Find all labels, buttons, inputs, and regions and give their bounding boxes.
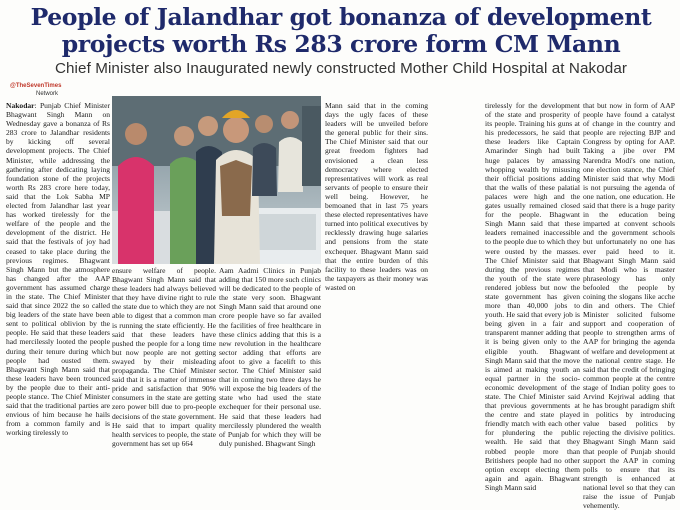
- byline: [10, 82, 61, 98]
- article-column-2: ensure welfare of people. Bhagwant Singh Mann said that these leaders had always believed that they have divine right to rule the state due to which they are not able to digest that a common man is running the state efficiently. He said that these leaders have pushed the people for a long time but now people are not getting swayed by their misleading propaganda. The Chief Minister said that it is a matter of immense pride and satisfaction that 90% consumers in the state are getting zero power bill due to pro-people decisions of the state government. He said that to impart quality health services to people, the state government has set up 664: [112, 266, 216, 448]
- photo-illustration: [112, 96, 321, 264]
- subheadline: Chief Minister also Inaugurated newly constructed Mother Child Hospital at Nakodar: [54, 60, 628, 77]
- headline-line-1: People of Jalandhar got bonanza of development: [30, 3, 652, 31]
- headline-line-2: projects worth Rs 283 crore form CM Mann: [61, 30, 621, 58]
- article-column-1-text: : Punjab Chief Minister Bhagwant Singh Mann on Wednesday gave a bonanza of Rs 283 crore to Jalandhar residents by kicking off several development projects. The Chief Minister, while addressing the gathering after dedicating laying foundation stone of the projects worth Rs 283 crore here today, said that the Lok Sabha MP elected from Jalandhar last year has worked tirelessly for the welfare of the people and the development of the district. He said that the festivals of joy had ceased to take place during the previous regimes. Bhagwant Singh Mann but the atmosphere has changed after the AAP government has assumed charge in the state. The Chief Minister said that since 2022 the so called big leaders of the state have been sent to political oblivion by the people. He said that these leaders had mercilessly looted the people during their tenure during which people had ousted them. Bhagwant Singh Mann said that these leaders have been trounced by the people due to their anti-people stance. The Chief Minister said that the traditional parties are envious of him because he hails from a common family and is working tirelessly to: [6, 101, 110, 438]
- article-column-7: that but now in form of AAP people have found a catalyst of change in the country and people are rejecting BJP and Congress by opting for AAP. Taking a jibe over PM Narendra Modi's one nation, one election stance, the Chief Minister said that why Modi is not pursuing the agenda of one nation, one education. He said that there is a huge parity in the education being imparted at convent schools and the government schools but unfortunately no one has ever paid heed to it. Bhagwant Singh Mann said that Modi who is master phraseology has only befooled the people by coining the slogans like acche din and others. The Chief Minister solicited fulsome support and cooperation of people to strengthen arms of AAP for bringing the agenda of welfare and development at the national centre stage. He said that the credit of bringing common people at the centre stage of Indian polity goes to Arvind Kejriwal adding that he has brought paradigm shift in politics by introducing value based politics by rejecting the divisive politics. Bhagwant Singh Mann said that people of Punjab should support the AAP in coming polls to ensure that its strength is enhanced at national level so that they can raise the issue of Punjab vehemently.: [583, 101, 675, 510]
- dateline: Nakodar: [6, 101, 35, 110]
- article-column-4-visible: Mann said that in the coming days the ugly faces of these leaders will be unveiled before the general public for their sins. The Chief Minister said that our great freedom fighters had envisioned a clean less democracy where elected representatives will work as real servants of people to ensure their well being. However, he bemoaned that in last 75 years these elected representatives have turned into political executives by recklessly drawing huge salaries and pensions from the state exchequer. Bhagwant Mann said that the entire burden of this facility to these leaders was on the taxpayers as their money was wasted on: [325, 101, 428, 292]
- byline-handle[interactable]: @TheSevenTimes: [10, 83, 62, 89]
- article-column-6: tirelessly for the development of the state and prosperity of its people. Training his guns at his predecessors, he said that these leaders like Captain Amarinder Singh had built huge palaces by amassing whopping wealth by misusing their official positions adding that the walls of these palatial palaces were high and the gates usually remained closed for the people. Bhagwant Singh Mann said that these leaders remained inaccessible to the people due to which they were ousted by the masses. The Chief Minister said that during the previous regimes the youth of the state were rendered jobless but now the state government has given more than 40,000 jobs to youth. He said that every job is being given in a fair and transparent manner adding that it is being given only to the eligible youth. Bhagwant Singh Mann said that the move is aimed at making youth an equal partner in the socio-economic development of the state. The Chief Minister said that previous governments at the centre and state played friendly match with each other for plundering the public wealth. He said that they robbed people more than Britishers people had no other option except electing them again and again. Bhagwant Singh Mann said: [485, 101, 580, 492]
- article-column-3: Aam Aadmi Clinics in Punjab adding that 150 more such clinics will be dedicated to the people of the state very soon. Bhagwant Singh Mann said that around one crore people have so far availed the facilities of free healthcare in these clinics adding that this is a new revolution in the healthcare sector adding that efforts are afoot to give a facelift to this sector. The Chief Minister said that in coming two three days he will expose the big leaders of the state who had used the state exchequer for their personal use. He said that these leaders had mercilessly plundered the wealth of Punjab for which they will be duly punished. Bhagwant Singh: [219, 266, 321, 448]
- headline: [6, 4, 676, 58]
- byline-network: Network: [36, 91, 59, 97]
- news-photo: [112, 96, 321, 264]
- article-column-1: [6, 101, 110, 465]
